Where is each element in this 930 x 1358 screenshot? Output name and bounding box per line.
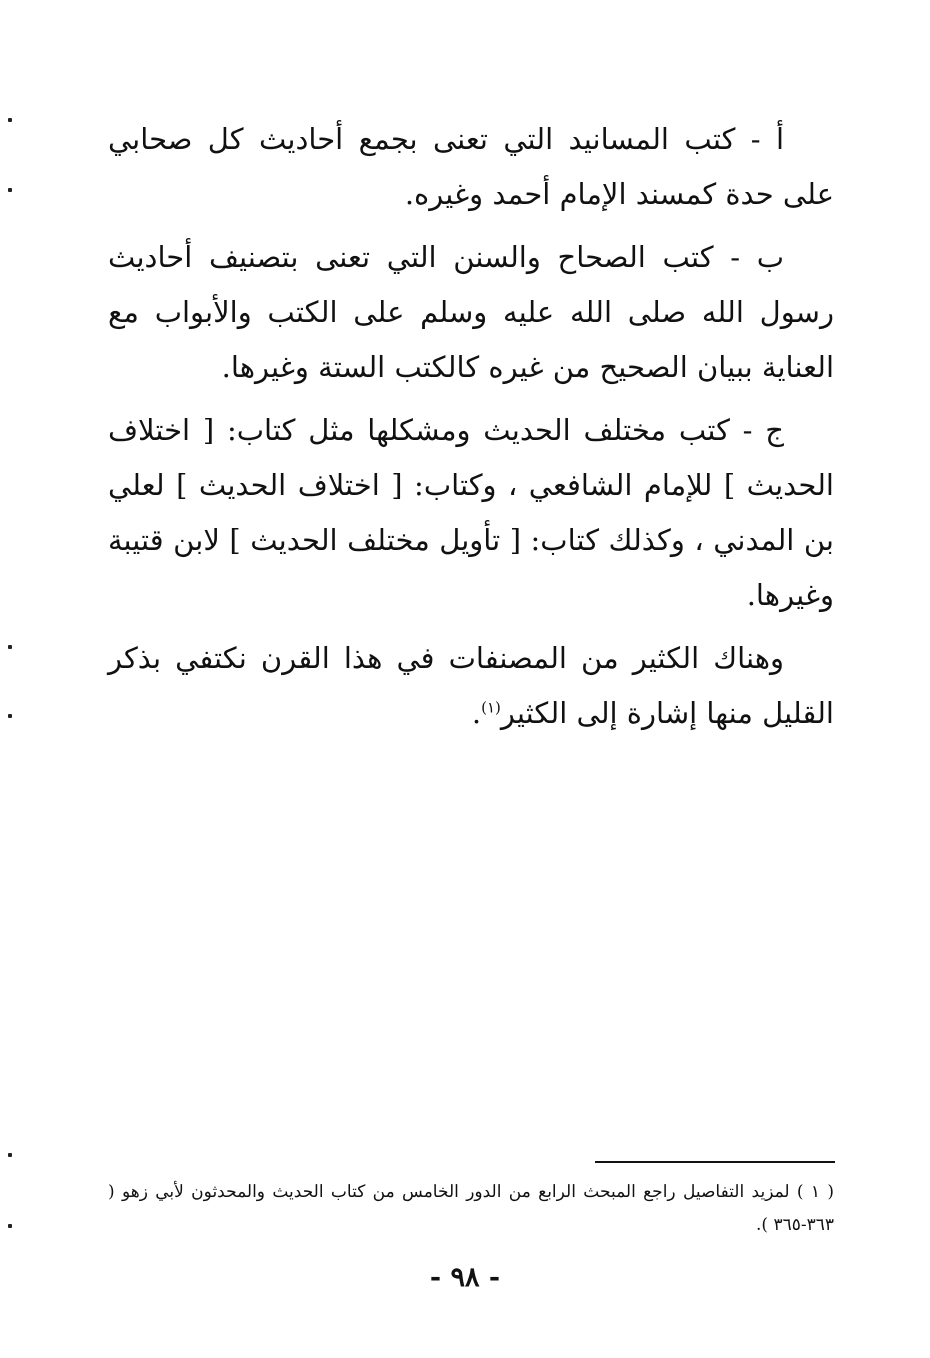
scan-margin-mark	[8, 188, 12, 192]
footnote-separator	[595, 1161, 835, 1163]
scan-margin-mark	[8, 1153, 12, 1157]
footnote-reference[interactable]: (١)	[481, 698, 501, 717]
paragraph-c: ج - كتب مختلف الحديث ومشكلها مثل كتاب: [ اختلاف الحديث ] للإمام الشافعي ، وكتاب: [ اختلاف الحديث ] لعلي بن المدني ، وكذلك كتاب: [ تأويل مختلف الحديث ] لابن قتيبة وغيرها.	[108, 413, 834, 612]
scan-margin-mark	[8, 118, 12, 122]
paragraph-d-tail: .	[471, 696, 482, 730]
paragraph-b: ب - كتب الصحاح والسنن التي تعنى بتصنيف أحاديث رسول الله صلى الله عليه وسلم على الكتب والأبواب مع العناية ببيان الصحيح من غيره كالكتب الستة وغيرها.	[108, 240, 834, 384]
page-number: - ٩٨ -	[429, 1262, 501, 1293]
paragraph-a: أ - كتب المسانيد التي تعنى بجمع أحاديث كل صحابي على حدة كمسند الإمام أحمد وغيره.	[108, 122, 834, 211]
paragraph-d	[108, 631, 834, 741]
scan-margin-mark	[8, 714, 12, 718]
paragraph-d-text: وهناك الكثير من المصنفات في هذا القرن نكتفي بذكر القليل منها إشارة إلى الكثير	[108, 641, 834, 730]
main-text	[108, 112, 834, 741]
scan-margin-mark	[8, 1224, 12, 1228]
footnote-text: ( ١ ) لمزيد التفاصيل راجع المبحث الرابع من الدور الخامس من كتاب الحديث والمحدثون لأبي زهو ( ٣٦٣-٣٦٥ ).	[108, 1182, 834, 1235]
scan-margin-mark	[8, 645, 12, 649]
